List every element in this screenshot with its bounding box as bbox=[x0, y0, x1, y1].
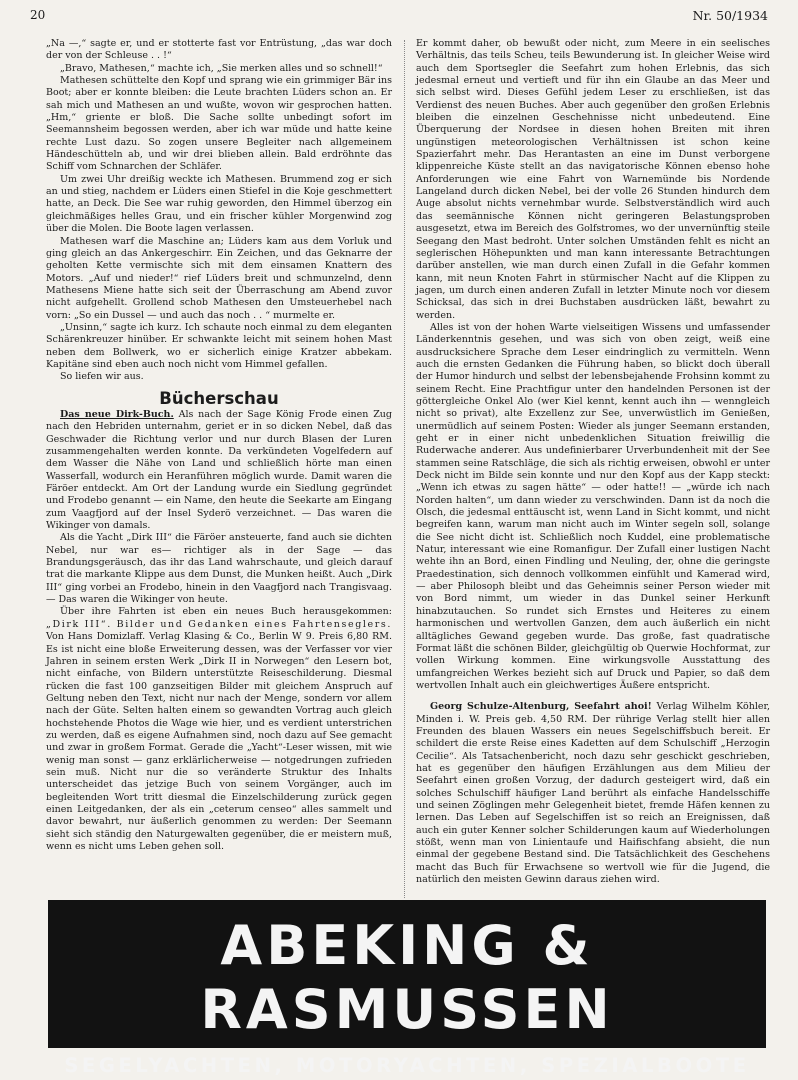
advertisement-banner bbox=[48, 900, 766, 1077]
review-text: Verlag Wilhelm Köhler, Minden i. W. Preis geb. 4,50 RM. Der rührige Verlag stellt hier allen Freunden des blauen Wassers ein neues Segelschiffsbuch bereit. Er schildert die erste Reise eines Kadetten auf dem Schulschiff „Herzogin Cecilie“. Als Tatsachenbericht, noch dazu sehr geschickt geschrieben, hat es gegenüber den häufigen Erzählungen aus dem Milieu der Seefahrt einen großen Vorzug, der dadurch gesteigert wird, daß ein solches Schulschiff häufiger Land berührt als einfache Handelsschiffe und seinen Zöglingen mehr Gelegenheit bietet, fremde Häfen kennen zu lernen. Das Leben auf Segelschiffen ist so reich an Ereignissen, daß auch ein guter Kenner solcher Schilderungen kaum auf Wiederholungen stößt, wenn man von Linientaufe und Haifischfang absieht, die nun einmal der gegebene Bestand sind. Die Tatsächlichkeit des Geschehens macht das Buch für Erwachsene so wertvoll wie für die Jugend, die natürlich den meisten Gewinn daraus ziehen wird. bbox=[416, 701, 770, 886]
left-column bbox=[46, 38, 392, 853]
story-paragraph: So liefen wir aus. bbox=[60, 371, 144, 383]
story-paragraph: Mathesen warf die Maschine an; Lüders kam aus dem Vorluk und ging gleich an das Ankergeschirr. Ein Zeichen, und das Geknarre der geholten Kette vermischte sich mit dem einsamen Knattern des Motors. „Auf und nieder!“ rief Lüders breit und schmunzelnd, denn Mathesens Miene hatte sich seit der Überraschung am Abend zuvor nicht aufgehellt. Grollend schob Mathesen den Umsteuerhebel nach vorn: „So ein Dussel — und auch das noch . . “ murmelte er. bbox=[46, 235, 392, 321]
review-text: Über ihre Fahrten ist eben ein neues Buch herausgekommen: bbox=[60, 606, 392, 618]
story-paragraph: Um zwei Uhr dreißig weckte ich Mathesen. Brummend zog er sich an und stieg, nachdem er Lüders einen Stiefel in die Koje geschmettert hatte, an Deck. Die See war ruhig geworden, den Himmel überzog ein gleichmäßiges helles Grau, und ein frischer kühler Morgenwind zog über die Molen. Die Boote lagen verlassen. bbox=[46, 173, 392, 235]
page-number: 20 bbox=[30, 8, 46, 22]
story-paragraph: „Unsinn,“ sagte ich kurz. Ich schaute noch einmal zu dem eleganten Schärenkreuzer hinüber. Er schwankte leicht mit seinem hohen Mast neben dem Bollwerk, wo er sicherlich einige Kratzer abbekam. Kapitäne sind eben auch noch nicht vom Himmel gefallen. bbox=[46, 321, 392, 370]
page-header bbox=[30, 8, 768, 28]
review-paragraph: Als die Yacht „Dirk III“ die Färöer ansteuerte, fand auch sie dichten Nebel, nur war es— richtiger als in der Sage — das Brandungsgeräusch, das ihr das Land wahrschaute, und gleich darauf trat die markante Klippe aus dem Dunst, die Munken heißt. Auch „Dirk III“ ging vorbei an Frodebo, hinein in den Vaagfjord nach Trangisvaag. — Das waren die Wikinger von heute. bbox=[46, 532, 392, 606]
review-paragraph bbox=[416, 701, 770, 886]
review-title: Das neue Dirk-Buch. bbox=[60, 408, 174, 420]
review-paragraph bbox=[46, 606, 392, 853]
story-paragraph: „Bravo, Mathesen,“ machte ich, „Sie merken alles und so schnell!“ bbox=[60, 62, 383, 74]
review-author-title: Georg Schulze-Altenburg, Seefahrt ahoi! bbox=[430, 701, 652, 713]
section-title: Bücherschau bbox=[159, 388, 279, 408]
ad-brand: ABEKING & RASMUSSEN bbox=[200, 914, 614, 1041]
review-text: Als nach der Sage König Frode einen Zug nach den Hebriden unternahm, geriet er in so dicken Nebel, daß das Geschwader die Richtung verlor und nur durch Blasen der Luren zusammengehalten werden konnte. Da verkündeten Vogelfedern auf dem Wasser die Nähe von Land und schließlich hörte man einen Wasserfall, wodurch ein Heranführen möglich wurde. Damit waren die Färöer entdeckt. Am Ort der Landung wurde ein Siedlung gegründet und Frodebo genannt — ein Name, den heute die Seekarte am Eingang zum Vaagfjord auf der Insel Syderö verzeichnet. — Das waren die Wikinger von damals. bbox=[46, 408, 392, 532]
review-paragraph: Alles ist von der hohen Warte vielseitigen Wissens und umfassender Länderkenntnis gesehen, und was sich von oben zeigt, weiß eine ausdrucksichere Sprache dem Leser eindringlich zu vermitteln. Wenn auch die ernsten Gedanken die Führung haben, so blickt doch überall der Humor hindurch und selbst der lebensbejahende Frohsinn kommt zu seinem Recht. Eine Prachtfigur unter den handelnden Personen ist der göttergleiche Onkel Alo (wer Kiel kennt, kennt auch ihn — wenngleich nicht so privat), alte Exzellenz zur See, unverwüstlich im Genießen, unermüdlich auf seinem Posten: Wieder als junger Seemann erstanden, geht er in einer nicht unbedenklichen Situation freiwillig die Ruderwache anderer. Aus undefinierbarer Urverbundenheit mit der See stammen seine Ratschläge, die sich als richtig erweisen, obwohl er unter Deck nicht im Bilde sein konnte und nur den Kopf aus der Kapp steckt: „Wenn ich etwas zu sagen hätte“ — oder hatte!! — „würde ich nach Norden halten“, um dann wieder zu verschwinden. Dann ist da noch die Olsch, die jedesmal enttäuscht ist, wenn Land in Sicht kommt, und nicht begreifen kann, warum man nicht auch im Winter segeln soll, solange die See nicht dicht ist. Schließlich noch Kuddel, eine problematische Natur, interessant wie eine Romanfigur. Der Zufall einer lustigen Nacht wehte ihn an Bord, einen Findling und Neuling, der, ohne die geringste Praedestination, sich dennoch vollkommen einfühlt und Kamerad wird, — aber Philosoph bleibt und das Geheimnis seiner Person wieder mit von Bord nimmt, um wieder in das Dunkel seiner Herkunft hinabzutauchen. So rundet sich Ernstes und Heiteres zu einem harmonischen und wertvollen Ganzen, dem auch äußerlich ein nicht alltägliches Gewand gegeben wurde. Das große, fast quadratische Format läßt die schönen Bilder, gleichgültig ob Querwie Hochformat, zur vollen Wirkung kommen. Eine wirkungsvolle Ausstattung des umfangreichen Werkes bezieht sich auf Druck und Papier, so daß dem wertvollen Inhalt auch ein gleichwertiges Äußere entspricht. bbox=[416, 321, 770, 691]
story-paragraph: Mathesen schüttelte den Kopf und sprang wie ein grimmiger Bär ins Boot; aber er konnte bleiben: die Leute brachten Lüders schon an. Er sah mich und Mathesen an und wußte, wovon wir gesprochen hatten. „Hm,“ griente er bloß. Die Sache sollte unbedingt sofort im Seemannsheim begossen werden, aber ich war müde und hatte keine rechte Lust dazu. So zogen unsere Begleiter nach allgemeinem Händeschütteln ab, und wir drei blieben allein. Bald erdröhnte das Schiff vom Schnarchen der Schläfer. bbox=[46, 75, 392, 173]
story-paragraph: „Na —,“ sagte er, und er stotterte fast vor Entrüstung, „das war doch der von der Schleuse . . !“ bbox=[46, 38, 392, 62]
review-text: Von Hans Domizlaff. Verlag Klasing & Co., Berlin W 9. Preis 6,80 RM. Es ist nicht eine bloße Erweiterung dessen, was der Verfasser vor vier Jahren in seinem ersten Werk „Dirk II in Norwegen“ den Lesern bot, nicht einfache, von Bildern unterstützte Reiseschilderung. Diesmal rücken die fast 100 ganzseitigen Bilder mit gleichem Anspruch auf Geltung neben den Text, nicht nur nach der Menge, sondern vor allem nach der Güte. Selten halten einem so gewandten Vortrag auch gleich hochstehende Photos die Wage wie hier, und es verdient unterstrichen zu werden, daß es eigene Aufnahmen sind, noch dazu auf See gemacht und zwar in großem Format. Gerade die „Yacht“-Leser wissen, mit wie wenig man sonst — ganz erklärlicherweise — notgedrungen zufrieden sein muß. Nicht nur die so veränderte Struktur des Inhalts unterscheidet das jetzige Buch von seinem Vorgänger, auch im begleitenden Wort tritt diesmal die Einzelschilderung zurück gegen einen Leitgedanken, der als ein „ceterum censeo“ alles sammelt und davor bewahrt, nur äußerlich genommen zu werden: Der Seemann sieht sich ständig den Naturgewalten gegenüber, die er meistern muß, wenn es nicht ums Leben gehen soll. bbox=[46, 631, 392, 852]
column-divider bbox=[404, 40, 405, 898]
issue-number: Nr. 50/1934 bbox=[692, 8, 768, 23]
review-paragraph: Er kommt daher, ob bewußt oder nicht, zum Meere in ein seelisches Verhältnis, das teils Scheu, teils Bewunderung ist. In gleicher Weise wird auch dem Sportsegler die Seefahrt zum hohen Erlebnis, das sich jedesmal erneut und vertieft und für ihn ein Glaube an das Meer und sich selbst wird. Dieses Gefühl jedem Leser zu erschließen, ist das Verdienst des neuen Buches. Aber auch gegenüber den großen Erlebnis bleiben die einzelnen Geschehnisse nicht unbedeutend. Eine Überquerung der Nordsee in diesen hohen Breiten mit ihren ungünstigen meteorologischen Verhältnissen ist schon keine Spazierfahrt mehr. Das Herantasten an eine im Dunst verborgene klippenreiche Küste stellt an das navigatorische Können ebenso hohe Anforderungen wie eine Fahrt von Warnemünde bis Nordende Langeland durch dicken Nebel, bei der volle 26 Stunden hindurch dem Auge absolut nichts vernehmbar wurde. Selbstverständlich wird auch das seemännische Können nicht geringeren Belastungsproben ausgesetzt, etwa im Bereich des Golfstromes, wo der unvernünftig steile Seegang den Mast bedroht. Unter solchen Umständen fehlt es nicht an seglerischen Höhepunkten und man kann interessante Betrachtungen darüber anstellen, wie man durch einen Zufall in die Gefahr kommen kann, mit neun Knoten Fahrt in stürmischer Nacht auf die Klippen zu jagen, um durch einen anderen Zufall in letzter Minute noch vor diesem Schicksal, das sich in drei Buchstaben ausdrücken läßt, bewahrt zu werden. bbox=[416, 38, 770, 321]
right-column bbox=[416, 38, 770, 886]
ad-tagline: SEGELYACHTEN, MOTORYACHTEN, SPEZIALBOOTE bbox=[64, 1054, 750, 1077]
review-paragraph bbox=[46, 409, 392, 532]
book-title: „Dirk III“. Bilder und Gedanken eines Fahrtenseglers. bbox=[46, 618, 392, 630]
